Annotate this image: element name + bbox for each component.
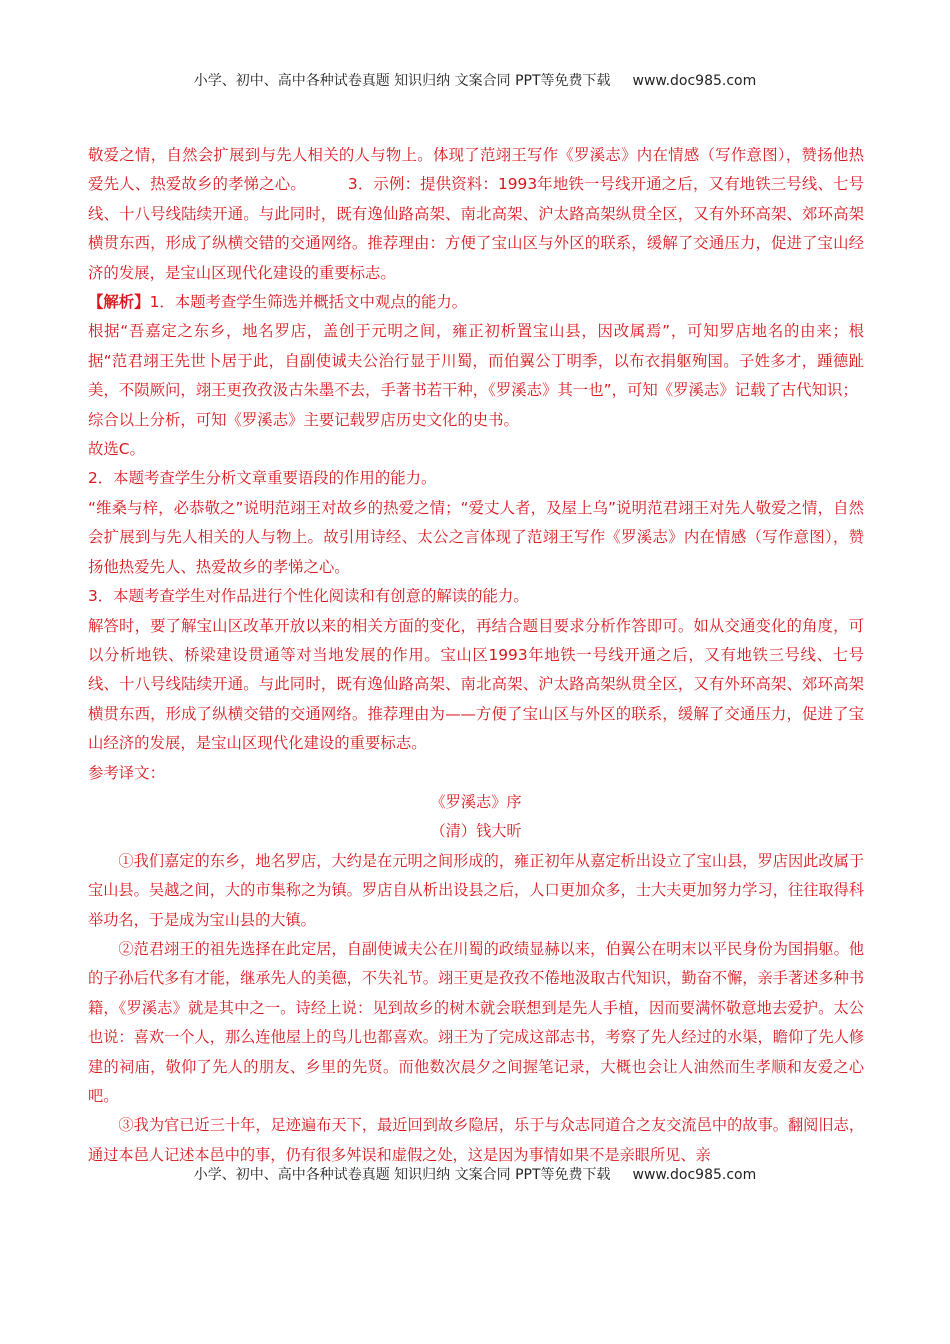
footer-text: 小学、初中、高中各种试卷真题 知识归纳 文案合同 PPT等免费下载 <box>193 1167 611 1183</box>
translation-section <box>88 788 864 1170</box>
analysis-label: 【解析】 <box>88 293 150 312</box>
analysis-q1-intro <box>88 288 864 317</box>
q1-intro-text: 1．本题考查学生筛选并概括文中观点的能力。 <box>149 293 468 312</box>
document-body <box>88 141 864 1170</box>
answer-part-1: 敬爱之情，自然会扩展到与先人相关的人与物上。体现了范翊王写作《罗溪志》内在情感（写作意图），赞扬他热爱先人、热爱故乡的孝悌之心。 <box>88 146 864 194</box>
translation-paragraph-1: ①我们嘉定的东乡，地名罗店，大约是在元明之间形成的，雍正初年从嘉定析出设立了宝山县，罗店因此改属于宝山县。吴越之间，大的市集称之为镇。罗店自从析出设县之后，人口更加众多，士大夫更加努力学习，往往取得科举功名，于是成为宝山县的大镇。 <box>88 851 864 929</box>
analysis-q1-choice: 故选C。 <box>88 440 145 459</box>
answer-paragraph <box>88 141 864 288</box>
analysis-q3-intro: 3．本题考查学生对作品进行个性化阅读和有创意的解读的能力。 <box>88 587 529 606</box>
translation-paragraph-2: ②范君翊王的祖先选择在此定居，自副使诚夫公在川蜀的政绩显赫以来，伯翼公在明末以平民身份为国捐躯。他的子孙后代多有才能，继承先人的美德，不失礼节。翊王更是孜孜不倦地汲取古代知识，勤奋不懈，亲手著述多种书籍，《罗溪志》就是其中之一。诗经上说：见到故乡的树木就会联想到是先人手植，因而要满怀敬意地去爱护。太公也说：喜欢一个人，那么连他屋上的鸟儿也都喜欢。翊王为了完成这部志书，考察了先人经过的水渠，瞻仰了先人修建的祠庙，敬仰了先人的朋友、乡里的先贤。而他数次晨夕之间握笔记录，大概也会让人油然而生孝顺和友爱之心吧。 <box>88 939 864 1105</box>
analysis-q1-summary: 综合以上分析，可知《罗溪志》主要记载罗店历史文化的史书。 <box>88 410 519 429</box>
header-text: 小学、初中、高中各种试卷真题 知识归纳 文案合同 PPT等免费下载 <box>193 73 611 89</box>
analysis-q3-body: 解答时，要了解宝山区改革开放以来的相关方面的变化，再结合题目要求分析作答即可。如从交通变化的角度，可以分析地铁、桥梁建设贯通等对当地发展的作用。宝山区1993年地铁一号线开通之后，又有地铁三号线、七号线、十八号线陆续开通。与此同时，既有逸仙路高架、南北高架、沪太路高架纵贯全区，又有外环高架、郊环高架横贯东西，形成了纵横交错的交通网络。推荐理由为——方便了宝山区与外区的联系，缓解了交通压力，促进了宝山经济的发展，是宝山区现代化建设的重要标志。 <box>88 616 864 753</box>
translation-title: 《罗溪志》序 <box>430 792 522 811</box>
translation-label: 参考译文： <box>88 763 165 782</box>
translation-author: （清）钱大昕 <box>430 822 522 841</box>
footer-url[interactable]: www.doc985.com <box>632 1167 757 1183</box>
header-url[interactable]: www.doc985.com <box>632 73 757 89</box>
analysis-q2-intro: 2．本题考查学生分析文章重要语段的作用的能力。 <box>88 469 437 488</box>
analysis-q1-body: 根据“吾嘉定之东乡，地名罗店，盖创于元明之间，雍正初析置宝山县，因改属焉”，可知罗店地名的由来；根据“范君翊王先世卜居于此，自副使诚夫公治行显于川蜀，而伯翼公丁明季，以布衣捐躯殉国。子姓多才，踵德趾美，不陨厥问，翊王更孜孜汲古朱墨不去，手著书若干种，《罗溪志》其一也”，可知《罗溪志》记载了古代知识； <box>88 322 864 400</box>
translation-paragraph-3: ③我为官已近三十年，足迹遍布天下，最近回到故乡隐居，乐于与众志同道合之友交流邑中的故事。翻阅旧志，通过本邑人记述本邑中的事，仍有很多舛误和虚假之处，这是因为事情如果不是亲眼所见、亲 <box>88 1116 864 1164</box>
analysis-q2-body: “维桑与梓，必恭敬之”说明范翊王对故乡的热爱之情；“爱丈人者，及屋上乌”说明范君翊王对先人敬爱之情，自然会扩展到与先人相关的人与物上。故引用诗经、太公之言体现了范翊王写作《罗溪志》内在情感（写作意图），赞扬他热爱先人、热爱故乡的孝悌之心。 <box>88 498 864 576</box>
page-header <box>0 70 950 90</box>
answer-part-3: 3．示例：提供资料：1993年地铁一号线开通之后，又有地铁三号线、七号线、十八号线陆续开通。与此同时，既有逸仙路高架、南北高架、沪太路高架纵贯全区，又有外环高架、郊环高架横贯东西，形成了纵横交错的交通网络。推荐理由：方便了宝山区与外区的联系，缓解了交通压力，促进了宝山经济的发展，是宝山区现代化建设的重要标志。 <box>88 175 864 282</box>
page-footer <box>0 1164 950 1184</box>
